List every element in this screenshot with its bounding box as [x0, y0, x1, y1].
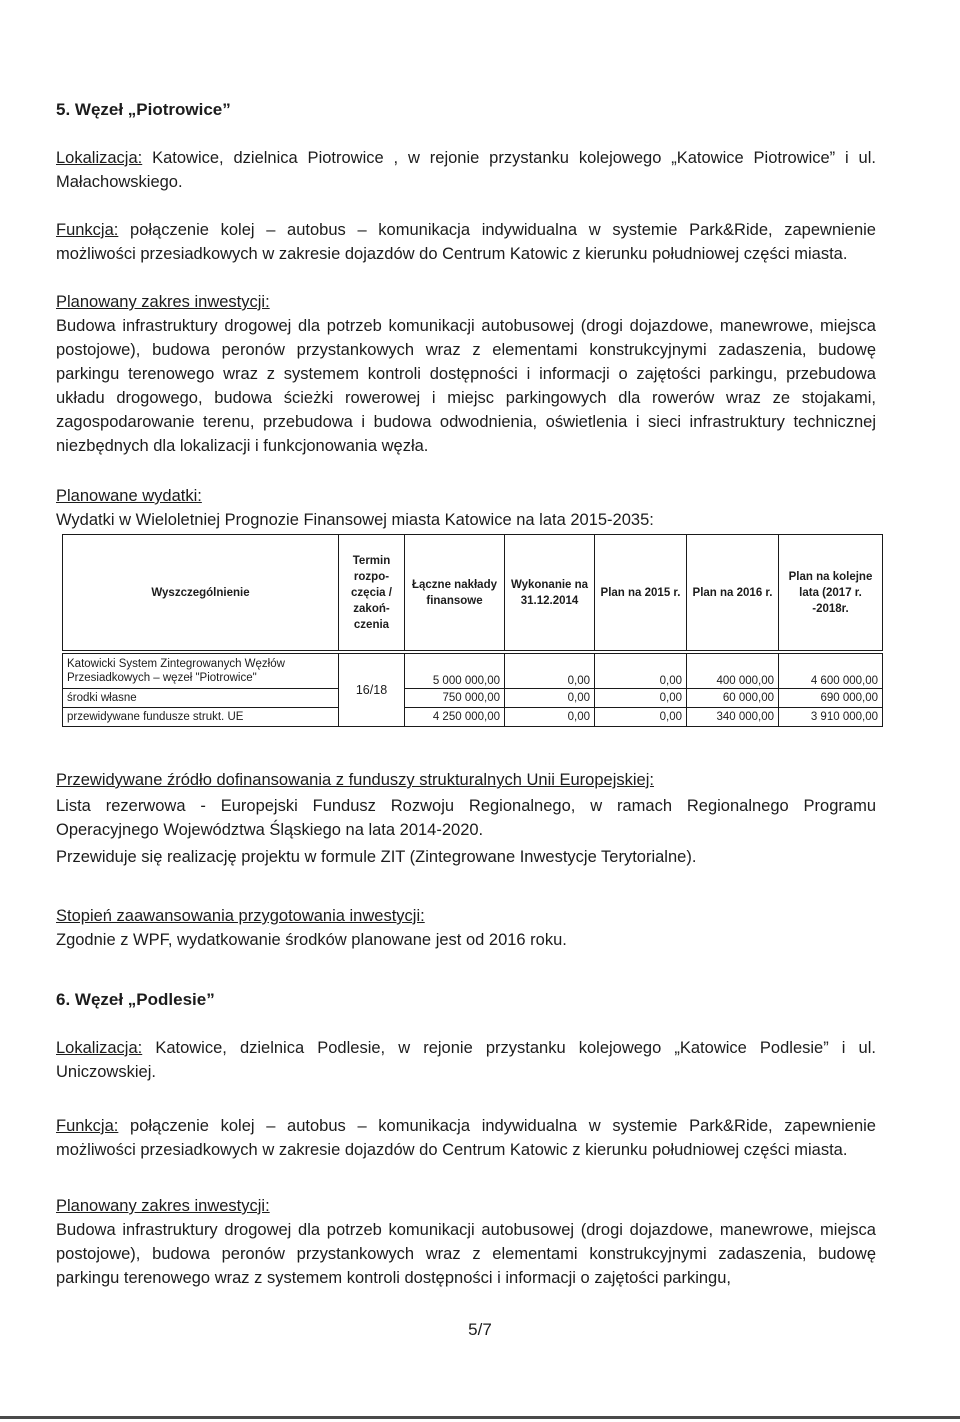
section-6-lokalizacja [56, 1036, 876, 1084]
header-wyszczegolnienie: Wyszczególnienie [63, 535, 339, 651]
section-5-funkcja [56, 218, 876, 266]
table-row [63, 654, 883, 689]
scan-edge [0, 1416, 960, 1419]
row-laczne: 4 250 000,00 [405, 708, 505, 727]
section-5-heading: 5. Węzeł „Piotrowice” [56, 100, 231, 119]
page-number: 5/7 [468, 1320, 492, 1339]
section-5-zakres-text: Budowa infrastruktury drogowej dla potrzeb komunikacji autobusowej (drogi dojazdowe, manewrowe, miejsca postojowe), budowa peronów przystankowych wraz z elementami konstrukcyjnymi zadaszenia, budowę parkingu terenowego wraz z systemem kontroli dostępności i informacji o zajętości parkingu, przebudowa układu drogowego, budowa ścieżki rowerowej i miejsc parkingowych dla rowerów wraz ze stojakami, zagospodarowanie terenu, przebudowa i budowa odwodnienia, oświetlenia i sieci infrastruktury technicznej niezbędnych dla lokalizacji i funkcjonowania węzła. [56, 317, 876, 455]
expenditure-table [62, 534, 883, 727]
section-6-funkcja [56, 1114, 876, 1162]
row-laczne: 750 000,00 [405, 689, 505, 708]
lokalizacja-label: Lokalizacja: [56, 1039, 143, 1057]
table-row [63, 689, 883, 708]
row-laczne: 5 000 000,00 [405, 654, 505, 689]
section-6-zakres-label: Planowany zakres inwestycji: [56, 1197, 270, 1215]
row-plan-2015: 0,00 [595, 708, 687, 727]
row-plan-2016: 400 000,00 [687, 654, 779, 689]
header-plan-2016: Plan na 2016 r. [687, 535, 779, 651]
header-plan-kolejne: Plan na kolejne lata (2017 r. -2018r. [779, 535, 883, 651]
row-plan-2015: 0,00 [595, 689, 687, 708]
header-termin: Termin rozpo-częcia / zakoń-czenia [339, 535, 405, 651]
header-laczne: Łączne nakłady finansowe [405, 535, 505, 651]
section-5-zrodlo-text-2: Przewiduje się realizację projektu w formule ZIT (Zintegrowane Inwestycje Terytorialne). [56, 848, 697, 866]
row-plan-2016: 340 000,00 [687, 708, 779, 727]
funkcja-text: połączenie kolej – autobus – komunikacja indywidualna w systemie Park&Ride, zapewnienie możliwości przesiadkowych w zakresie dojazdów do Centrum Katowic z kierunku południowej części miasta. [56, 1117, 876, 1159]
row-wykonanie: 0,00 [505, 689, 595, 708]
section-5-stopien-text: Zgodnie z WPF, wydatkowanie środków planowane jest od 2016 roku. [56, 931, 567, 949]
row-wykonanie: 0,00 [505, 654, 595, 689]
row-label: przewidywane fundusze strukt. UE [63, 708, 339, 727]
header-plan-2015: Plan na 2015 r. [595, 535, 687, 651]
row-plan-kolejne: 4 600 000,00 [779, 654, 883, 689]
funkcja-text: połączenie kolej – autobus – komunikacja indywidualna w systemie Park&Ride, zapewnienie możliwości przesiadkowych w zakresie dojazdów do Centrum Katowic z kierunku południowej części miasta. [56, 221, 876, 263]
funkcja-label: Funkcja: [56, 1117, 119, 1135]
table-header-row [63, 535, 883, 651]
funkcja-label: Funkcja: [56, 221, 119, 239]
lokalizacja-label: Lokalizacja: [56, 149, 143, 167]
termin-value: 16/18 [339, 654, 405, 727]
lokalizacja-text: Katowice, dzielnica Piotrowice , w rejonie przystanku kolejowego „Katowice Piotrowice” i ul. Małachowskiego. [56, 149, 876, 191]
section-6-zakres-text: Budowa infrastruktury drogowej dla potrzeb komunikacji autobusowej (drogi dojazdowe, manewrowe, miejsca postojowe), budowa peronów przystankowych wraz z elementami konstrukcyjnymi zadaszenia, budowę parkingu terenowego wraz z systemem kontroli dostępności i informacji o zajętości parkingu, [56, 1221, 876, 1287]
row-plan-2016: 60 000,00 [687, 689, 779, 708]
header-wykonanie: Wykonanie na 31.12.2014 [505, 535, 595, 651]
row-plan-2015: 0,00 [595, 654, 687, 689]
row-plan-kolejne: 3 910 000,00 [779, 708, 883, 727]
row-wykonanie: 0,00 [505, 708, 595, 727]
section-5-lokalizacja [56, 146, 876, 194]
section-5-zrodlo-text-1: Lista rezerwowa - Europejski Fundusz Rozwoju Regionalnego, w ramach Regionalnego Programu Operacyjnego Województwa Śląskiego na lata 2014-2020. [56, 797, 876, 839]
row-label: środki własne [63, 689, 339, 708]
lokalizacja-text: Katowice, dzielnica Podlesie, w rejonie przystanku kolejowego „Katowice Podlesie” i ul. Uniczowskiej. [56, 1039, 876, 1081]
row-label: Katowicki System Zintegrowanych Węzłów Przesiadkowych – węzeł "Piotrowice" [63, 654, 339, 689]
section-5-stopien-label: Stopień zaawansowania przygotowania inwestycji: [56, 907, 425, 925]
section-5-zakres-label: Planowany zakres inwestycji: [56, 293, 270, 311]
section-5-wydatki-label: Planowane wydatki: [56, 487, 202, 505]
row-plan-kolejne: 690 000,00 [779, 689, 883, 708]
section-5-wydatki-text: Wydatki w Wieloletniej Prognozie Finansowej miasta Katowice na lata 2015-2035: [56, 511, 654, 529]
table-row [63, 708, 883, 727]
section-5-zrodlo-label: Przewidywane źródło dofinansowania z funduszy strukturalnych Unii Europejskiej: [56, 771, 654, 789]
section-6-heading: 6. Węzeł „Podlesie” [56, 990, 215, 1009]
